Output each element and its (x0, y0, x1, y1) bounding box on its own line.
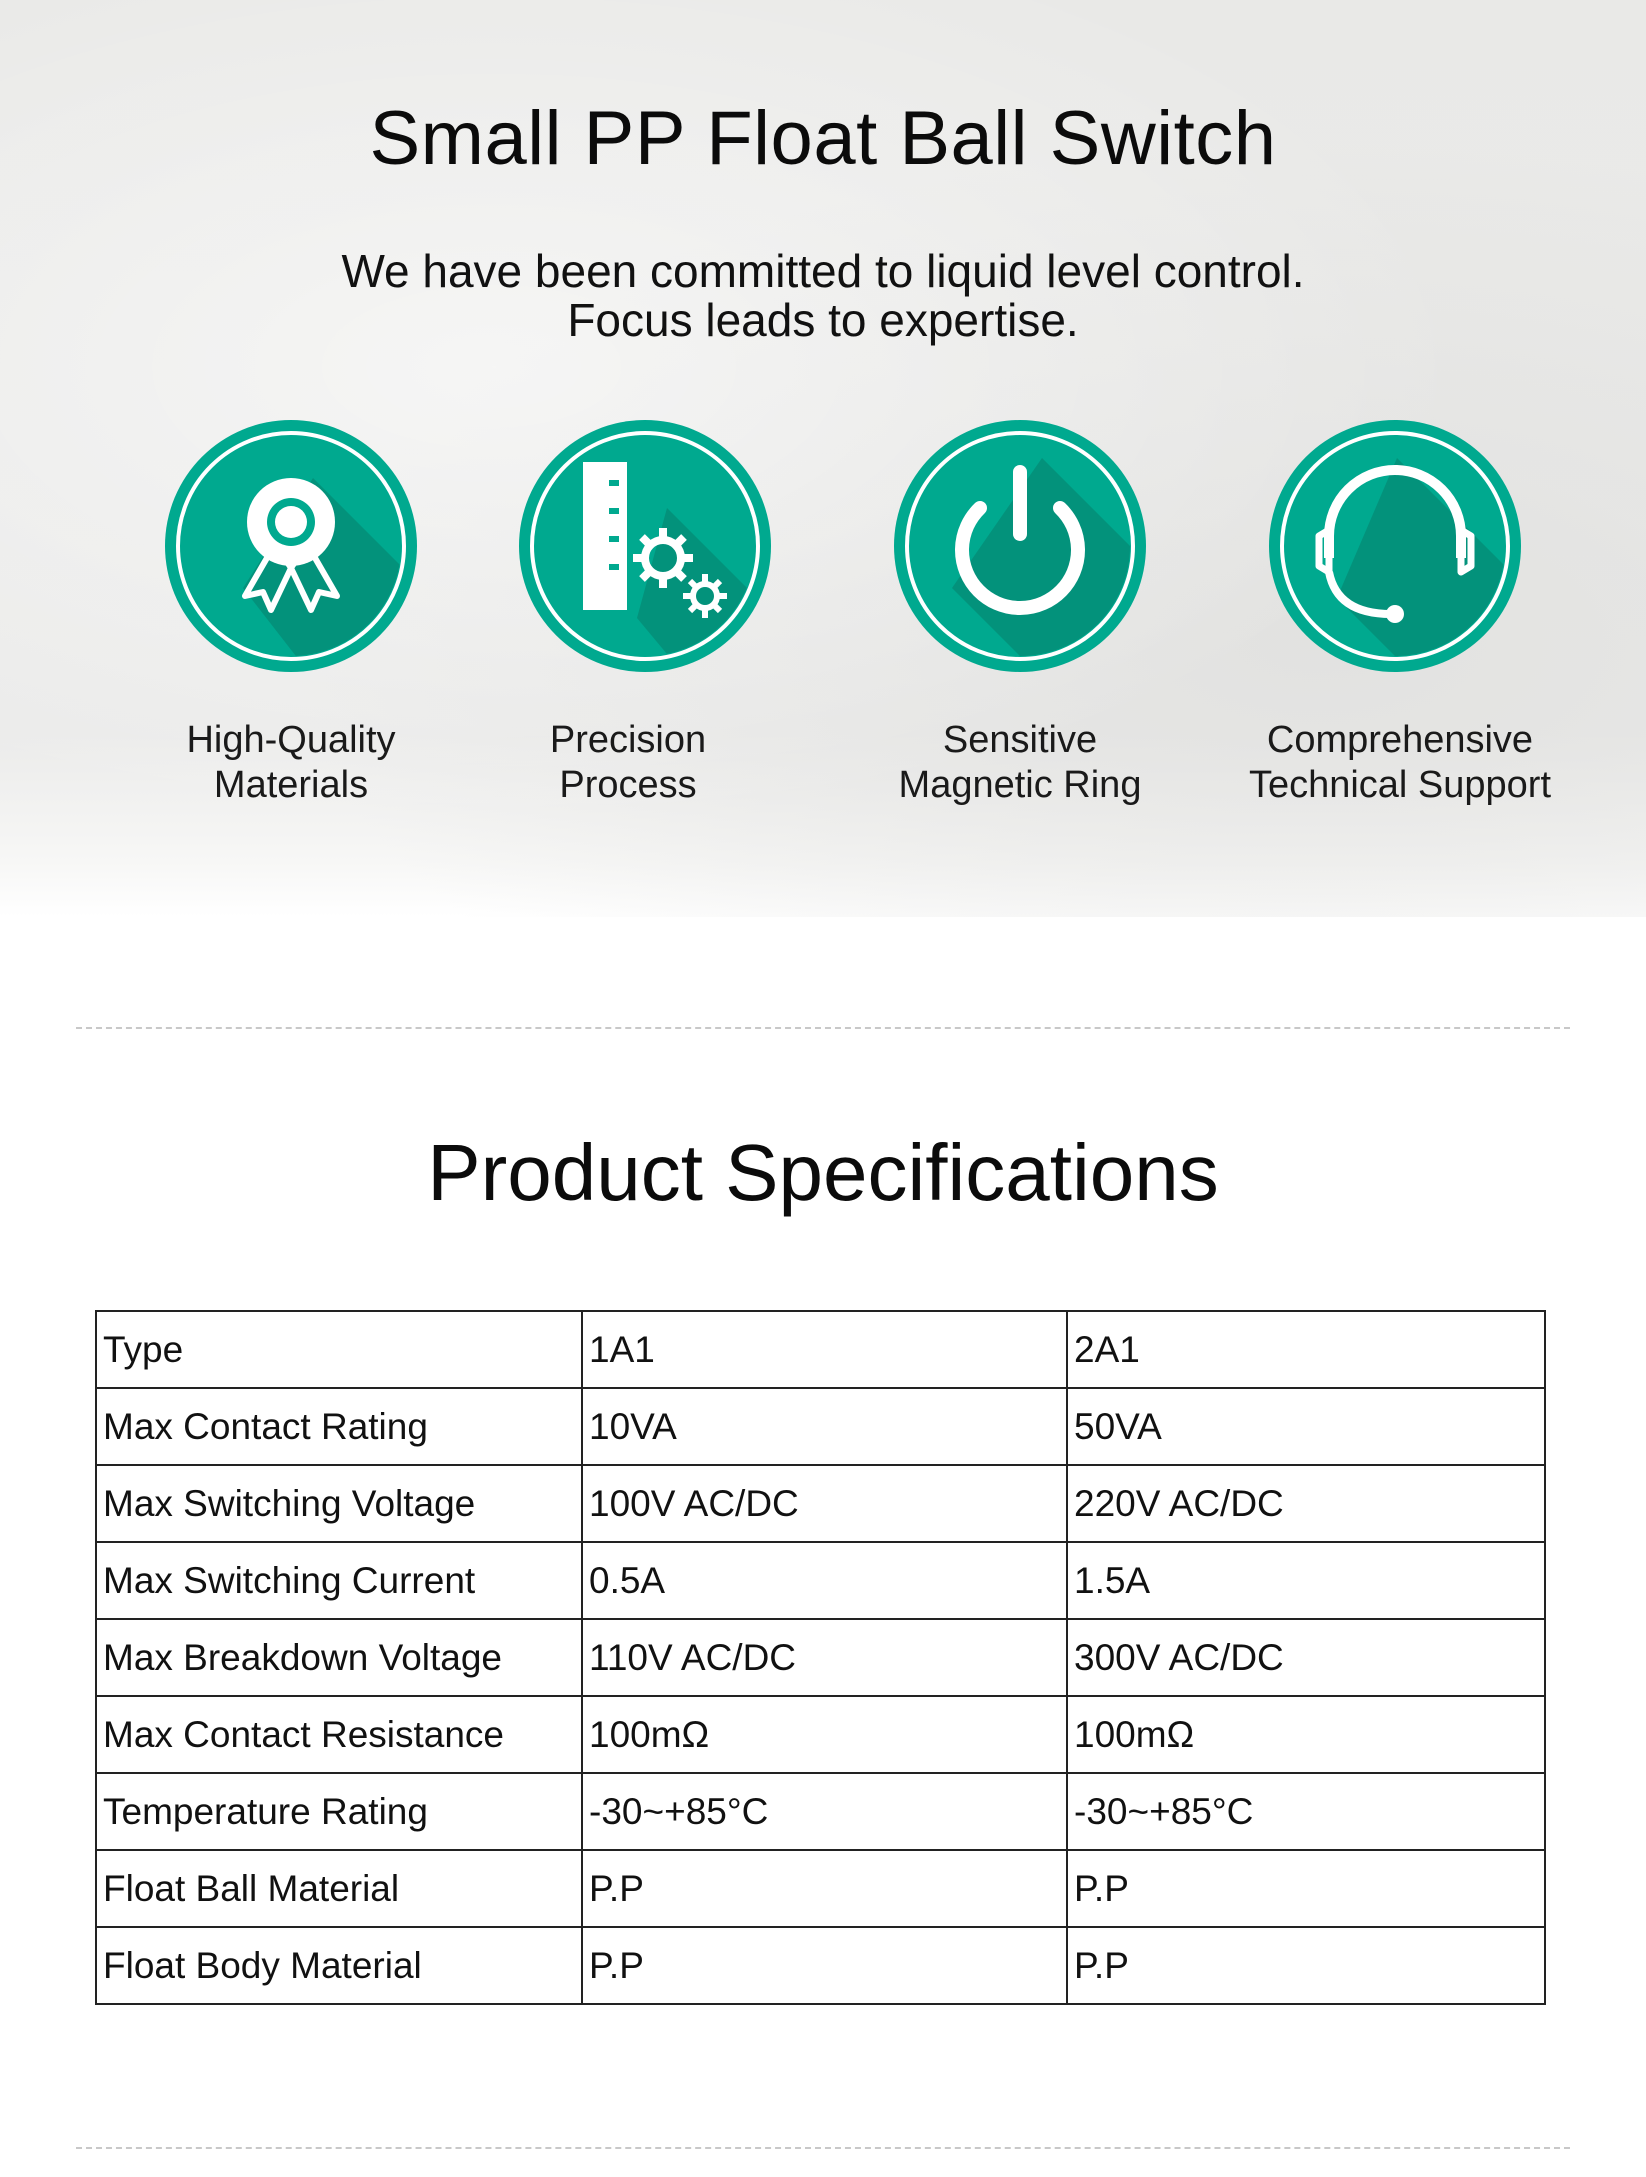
feature-label-line: Precision (549, 719, 707, 761)
feature-label-line: Technical Support (1248, 764, 1552, 806)
spec-value-1a1: -30~+85°C (582, 1773, 1067, 1850)
spec-label: Max Switching Voltage (96, 1465, 582, 1542)
spec-value-1a1: P.P (582, 1927, 1067, 2004)
tagline-line-1: We have been committed to liquid level control. (341, 245, 1305, 297)
spec-value-1a1: 1A1 (582, 1311, 1067, 1388)
spec-label: Float Ball Material (96, 1850, 582, 1927)
gears-icon (517, 418, 773, 674)
spec-value-2a1: 1.5A (1067, 1542, 1545, 1619)
feature-label-line: Sensitive (942, 719, 1098, 761)
table-row (96, 1696, 1545, 1773)
table-row (96, 1465, 1545, 1542)
spec-value-2a1: -30~+85°C (1067, 1773, 1545, 1850)
hero-section (0, 0, 1646, 917)
spec-label: Max Contact Rating (96, 1388, 582, 1465)
table-row (96, 1927, 1545, 2004)
feature-label-line: Process (559, 764, 697, 806)
specs-title: Product Specifications (427, 1128, 1219, 1217)
table-row (96, 1542, 1545, 1619)
spec-label: Float Body Material (96, 1927, 582, 2004)
spec-value-2a1: 2A1 (1067, 1311, 1545, 1388)
spec-value-2a1: 300V AC/DC (1067, 1619, 1545, 1696)
tagline-line-2: Focus leads to expertise. (567, 294, 1079, 346)
headset-icon (1267, 418, 1523, 674)
feature-label-line: High-Quality (186, 719, 396, 761)
specs-table (95, 1310, 1546, 2005)
spec-label: Max Breakdown Voltage (96, 1619, 582, 1696)
feature-label-line: Materials (213, 764, 369, 806)
feature-label-support (1220, 718, 1580, 808)
feature-label-line: Comprehensive (1266, 719, 1534, 761)
table-row (96, 1619, 1545, 1696)
spec-label: Temperature Rating (96, 1773, 582, 1850)
spec-value-1a1: 110V AC/DC (582, 1619, 1067, 1696)
table-row (96, 1850, 1545, 1927)
page-title: Small PP Float Ball Switch (369, 96, 1277, 181)
spec-value-2a1: 100mΩ (1067, 1696, 1545, 1773)
feature-label-line: Magnetic Ring (898, 764, 1142, 806)
feature-label-precision (448, 718, 808, 808)
spec-value-2a1: 220V AC/DC (1067, 1465, 1545, 1542)
spec-value-1a1: 100V AC/DC (582, 1465, 1067, 1542)
table-row (96, 1311, 1545, 1388)
spec-value-1a1: 100mΩ (582, 1696, 1067, 1773)
table-row (96, 1773, 1545, 1850)
section-divider (76, 1027, 1570, 1029)
spec-label: Type (96, 1311, 582, 1388)
spec-value-1a1: P.P (582, 1850, 1067, 1927)
section-divider (76, 2147, 1570, 2149)
spec-label: Max Contact Resistance (96, 1696, 582, 1773)
feature-label-quality (111, 718, 471, 808)
spec-value-1a1: 0.5A (582, 1542, 1067, 1619)
spec-label: Max Switching Current (96, 1542, 582, 1619)
feature-label-magnetic (840, 718, 1200, 808)
award-ribbon-icon (163, 418, 419, 674)
spec-value-2a1: 50VA (1067, 1388, 1545, 1465)
power-icon (892, 418, 1148, 674)
table-row (96, 1388, 1545, 1465)
spec-value-2a1: P.P (1067, 1927, 1545, 2004)
spec-value-1a1: 10VA (582, 1388, 1067, 1465)
spec-value-2a1: P.P (1067, 1850, 1545, 1927)
